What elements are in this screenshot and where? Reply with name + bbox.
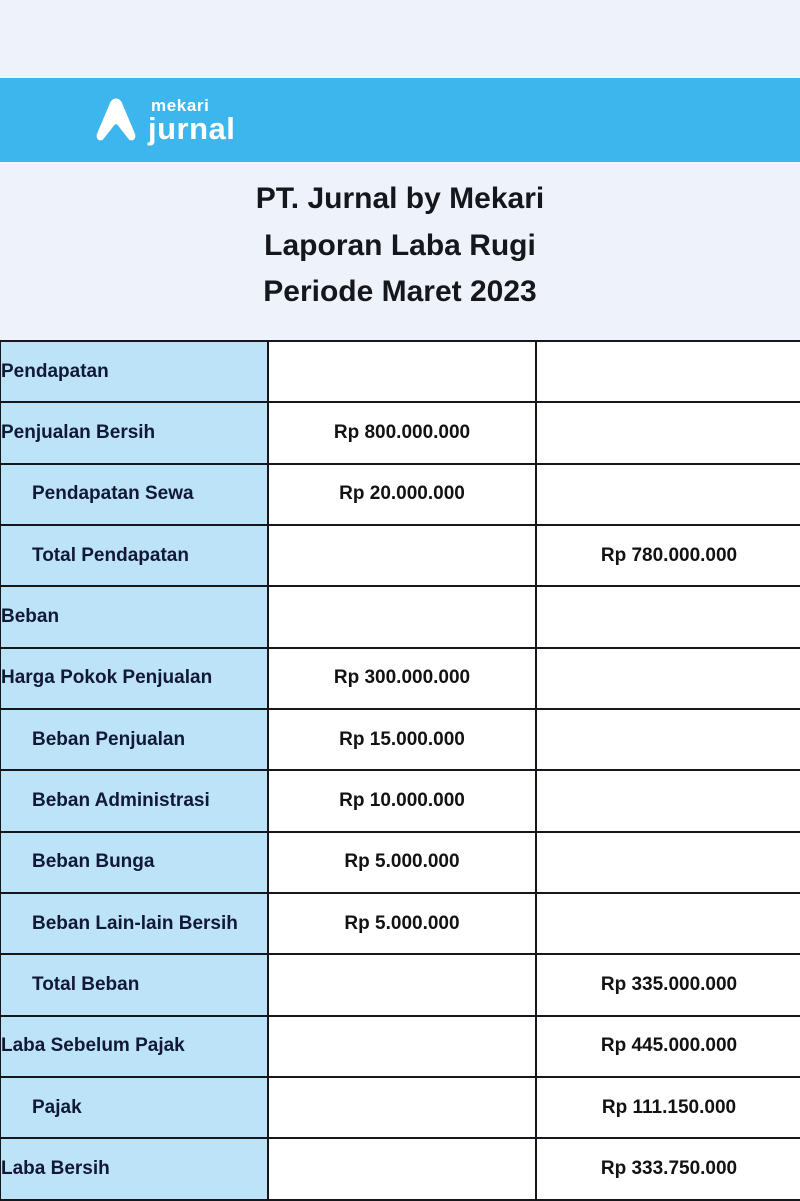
row-total — [536, 893, 800, 954]
row-label: Beban — [0, 586, 268, 647]
row-label: Penjualan Bersih — [0, 402, 268, 463]
income-statement-table — [0, 340, 800, 1201]
row-label: Harga Pokok Penjualan — [0, 648, 268, 709]
row-total — [536, 832, 800, 893]
table-row — [0, 341, 800, 402]
row-total — [536, 770, 800, 831]
row-label: Beban Bunga — [0, 832, 268, 893]
table-row — [0, 709, 800, 770]
table-row — [0, 525, 800, 586]
row-label: Pendapatan — [0, 341, 268, 402]
row-label: Total Beban — [0, 954, 268, 1015]
row-amount — [268, 1077, 536, 1138]
brand-wordmark-jurnal: jurnal — [148, 110, 236, 146]
table-row — [0, 832, 800, 893]
row-amount — [268, 1138, 536, 1200]
brand-wordmark-mekari: mekari — [151, 95, 210, 115]
table-row — [0, 1077, 800, 1138]
row-label: Beban Penjualan — [0, 709, 268, 770]
table-row — [0, 402, 800, 463]
table-row — [0, 464, 800, 525]
row-total — [536, 586, 800, 647]
row-amount — [268, 341, 536, 402]
row-total — [536, 402, 800, 463]
row-amount — [268, 1016, 536, 1077]
table-row — [0, 770, 800, 831]
row-total: Rp 335.000.000 — [536, 954, 800, 1015]
row-amount: Rp 10.000.000 — [268, 770, 536, 831]
row-label: Laba Bersih — [0, 1138, 268, 1200]
row-total — [536, 709, 800, 770]
row-label: Beban Administrasi — [0, 770, 268, 831]
row-total — [536, 341, 800, 402]
row-amount: Rp 5.000.000 — [268, 832, 536, 893]
brand-header-band — [0, 78, 800, 162]
row-label: Laba Sebelum Pajak — [0, 1016, 268, 1077]
row-amount: Rp 15.000.000 — [268, 709, 536, 770]
report-period: Periode Maret 2023 — [263, 275, 537, 308]
mekari-a-icon — [94, 95, 138, 145]
table-row — [0, 586, 800, 647]
row-label: Total Pendapatan — [0, 525, 268, 586]
row-label: Pendapatan Sewa — [0, 464, 268, 525]
row-amount: Rp 20.000.000 — [268, 464, 536, 525]
row-amount — [268, 954, 536, 1015]
row-total — [536, 464, 800, 525]
brand-wordmark — [148, 97, 235, 144]
row-total: Rp 333.750.000 — [536, 1138, 800, 1200]
row-total — [536, 648, 800, 709]
report-title-block — [0, 176, 800, 316]
row-total: Rp 111.150.000 — [536, 1077, 800, 1138]
row-label: Beban Lain-lain Bersih — [0, 893, 268, 954]
row-total: Rp 445.000.000 — [536, 1016, 800, 1077]
report-title: Laporan Laba Rugi — [264, 228, 536, 262]
row-amount — [268, 586, 536, 647]
table-row — [0, 1138, 800, 1200]
company-name: PT. Jurnal by Mekari — [255, 182, 545, 215]
table-row — [0, 648, 800, 709]
mekari-jurnal-logo — [94, 95, 235, 145]
table-row — [0, 954, 800, 1015]
row-total: Rp 780.000.000 — [536, 525, 800, 586]
row-amount: Rp 300.000.000 — [268, 648, 536, 709]
row-amount: Rp 5.000.000 — [268, 893, 536, 954]
table-row — [0, 1016, 800, 1077]
row-amount — [268, 525, 536, 586]
row-label: Pajak — [0, 1077, 268, 1138]
table-row — [0, 893, 800, 954]
row-amount: Rp 800.000.000 — [268, 402, 536, 463]
